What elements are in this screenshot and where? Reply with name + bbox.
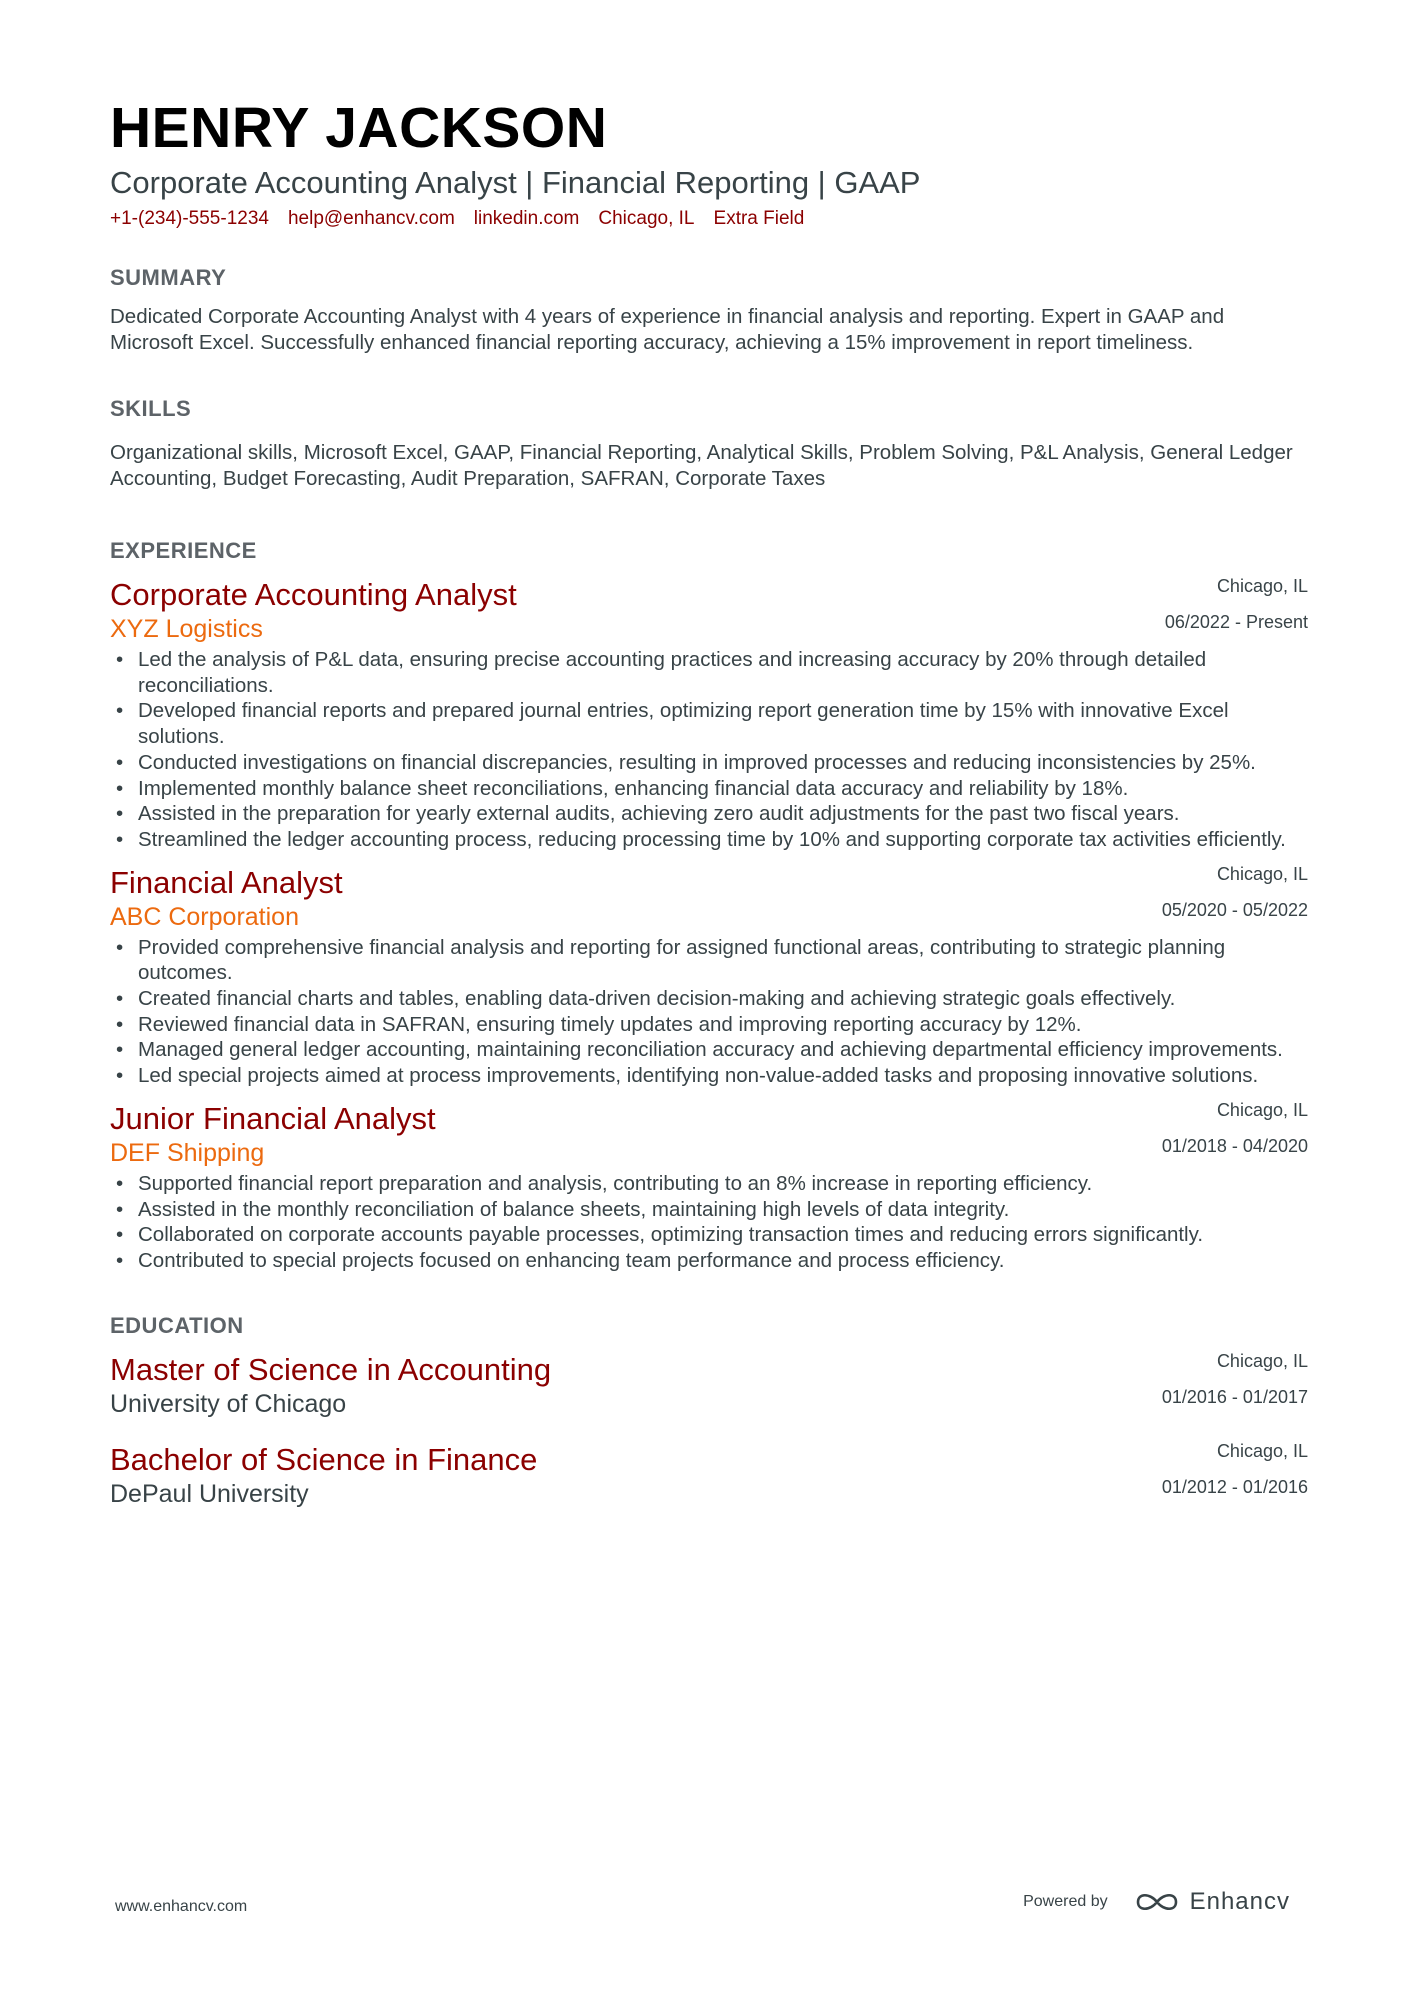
job-title: Financial Analyst bbox=[110, 864, 343, 900]
experience-entry-header bbox=[110, 865, 1308, 933]
contact-location: Chicago, IL bbox=[598, 208, 695, 229]
job-bullets bbox=[110, 647, 1308, 853]
job-bullet: • Assisted in the monthly reconciliation of balance sheets, maintaining high levels of data integrity. bbox=[110, 1197, 1308, 1223]
job-bullet: • Streamlined the ledger accounting process, reducing processing time by 10% and supporting corporate tax activities efficiently. bbox=[110, 827, 1308, 853]
job-location: Chicago, IL bbox=[1216, 1099, 1308, 1120]
degree-title: Bachelor of Science in Finance bbox=[110, 1441, 538, 1477]
job-title: Junior Financial Analyst bbox=[110, 1100, 436, 1136]
job-bullet: • Provided comprehensive financial analysis and reporting for assigned functional areas, contributing to strategic planning outcomes. bbox=[110, 935, 1308, 986]
skills-heading: SKILLS bbox=[110, 396, 192, 421]
school-name: DePaul University bbox=[110, 1479, 309, 1508]
education-meta bbox=[1162, 1442, 1308, 1496]
job-bullets bbox=[110, 935, 1308, 1089]
contact-info bbox=[110, 206, 1308, 232]
experience-entry bbox=[110, 865, 1308, 1089]
footer-branding bbox=[1023, 1888, 1290, 1916]
candidate-headline: Corporate Accounting Analyst | Financial Reporting | GAAP bbox=[110, 165, 921, 200]
job-bullet: • Developed financial reports and prepared journal entries, optimizing report generation time by 15% with innovative Excel solutions. bbox=[110, 698, 1308, 749]
job-title: Corporate Accounting Analyst bbox=[110, 577, 517, 612]
company-name: XYZ Logistics bbox=[110, 615, 263, 643]
contact-linkedin[interactable]: linkedin.com bbox=[473, 208, 580, 229]
experience-entry-header bbox=[110, 577, 1308, 645]
candidate-name: HENRY JACKSON bbox=[110, 96, 608, 160]
summary-text: Dedicated Corporate Accounting Analyst with 4 years of experience in financial analysis and reporting. Expert in GAAP and Microsoft Excel. Successfully enhanced financial reporting accuracy, achieving a 15% improvement in report timeliness. bbox=[110, 305, 1225, 354]
education-dates: 01/2016 - 01/2017 bbox=[1161, 1386, 1308, 1407]
experience-entry bbox=[110, 1101, 1308, 1274]
skills-section bbox=[110, 395, 1308, 492]
education-section bbox=[110, 1312, 1308, 1510]
job-dates: 01/2018 - 04/2020 bbox=[1161, 1135, 1308, 1156]
summary-section bbox=[110, 264, 1308, 356]
enhancv-logo-text: Enhancv bbox=[1189, 1888, 1290, 1915]
contact-extra-field: Extra Field bbox=[713, 208, 805, 229]
education-entry bbox=[110, 1352, 1308, 1420]
experience-section bbox=[110, 537, 1308, 1274]
job-bullet: • Implemented monthly balance sheet reconciliations, enhancing financial data accuracy and reliability by 18%. bbox=[110, 776, 1308, 802]
experience-entry-header bbox=[110, 1101, 1308, 1169]
job-meta bbox=[1162, 865, 1308, 919]
job-dates: 06/2022 - Present bbox=[1164, 612, 1308, 632]
company-name: ABC Corporation bbox=[110, 902, 299, 931]
job-bullet: • Supported financial report preparation and analysis, contributing to an 8% increase in reporting efficiency. bbox=[110, 1171, 1308, 1197]
footer-website[interactable]: www.enhancv.com bbox=[115, 1898, 248, 1915]
education-meta bbox=[1162, 1352, 1308, 1406]
enhancv-logo-icon bbox=[1134, 1889, 1180, 1915]
job-meta bbox=[1165, 577, 1308, 631]
education-entry-header bbox=[110, 1442, 1308, 1510]
job-bullet: • Led the analysis of P&L data, ensuring precise accounting practices and increasing accuracy by 20% through detailed reconciliations. bbox=[110, 647, 1308, 698]
education-location: Chicago, IL bbox=[1216, 1440, 1308, 1461]
job-bullet: • Collaborated on corporate accounts payable processes, optimizing transaction times and reducing errors significantly. bbox=[110, 1222, 1308, 1248]
job-location: Chicago, IL bbox=[1216, 863, 1308, 884]
school-name: University of Chicago bbox=[110, 1389, 347, 1418]
job-bullet: • Led special projects aimed at process improvements, identifying non-value-added tasks and proposing innovative solutions. bbox=[110, 1063, 1308, 1089]
skills-text: Organizational skills, Microsoft Excel, GAAP, Financial Reporting, Analytical Skills, Problem Solving, P&L Analysis, General Ledger Accounting, Budget Forecasting, Audit Preparation, SAFRAN, Corporate Taxes bbox=[110, 441, 1293, 490]
experience-entry bbox=[110, 577, 1308, 853]
education-entry bbox=[110, 1442, 1308, 1510]
company-name: DEF Shipping bbox=[110, 1138, 265, 1167]
experience-heading: EXPERIENCE bbox=[110, 538, 257, 563]
powered-by-label: Powered by bbox=[1023, 1893, 1108, 1910]
contact-email[interactable]: help@enhancv.com bbox=[287, 208, 455, 229]
resume-content bbox=[110, 94, 1308, 1510]
job-bullet: • Reviewed financial data in SAFRAN, ensuring timely updates and improving reporting accuracy by 12%. bbox=[110, 1012, 1308, 1038]
job-dates: 05/2020 - 05/2022 bbox=[1161, 899, 1308, 920]
contact-phone[interactable]: +1-(234)-555-1234 bbox=[110, 208, 269, 229]
job-location: Chicago, IL bbox=[1216, 576, 1308, 596]
job-bullet: • Assisted in the preparation for yearly external audits, achieving zero audit adjustments for the past two fiscal years. bbox=[110, 801, 1308, 827]
job-meta bbox=[1162, 1101, 1308, 1155]
job-bullet: • Created financial charts and tables, enabling data-driven decision-making and achieving strategic goals effectively. bbox=[110, 986, 1308, 1012]
job-bullets bbox=[110, 1171, 1308, 1274]
summary-heading: SUMMARY bbox=[110, 265, 227, 290]
degree-title: Master of Science in Accounting bbox=[110, 1351, 552, 1387]
job-bullet: • Managed general ledger accounting, maintaining reconciliation accuracy and achieving departmental efficiency improvements. bbox=[110, 1037, 1308, 1063]
education-entry-header bbox=[110, 1352, 1308, 1420]
education-location: Chicago, IL bbox=[1216, 1350, 1308, 1371]
education-heading: EDUCATION bbox=[110, 1312, 244, 1338]
job-bullet: • Conducted investigations on financial discrepancies, resulting in improved processes and reducing inconsistencies by 25%. bbox=[110, 750, 1308, 776]
job-bullet: • Contributed to special projects focused on enhancing team performance and process efficiency. bbox=[110, 1248, 1308, 1274]
resume-header bbox=[110, 94, 1308, 232]
education-dates: 01/2012 - 01/2016 bbox=[1161, 1476, 1308, 1497]
